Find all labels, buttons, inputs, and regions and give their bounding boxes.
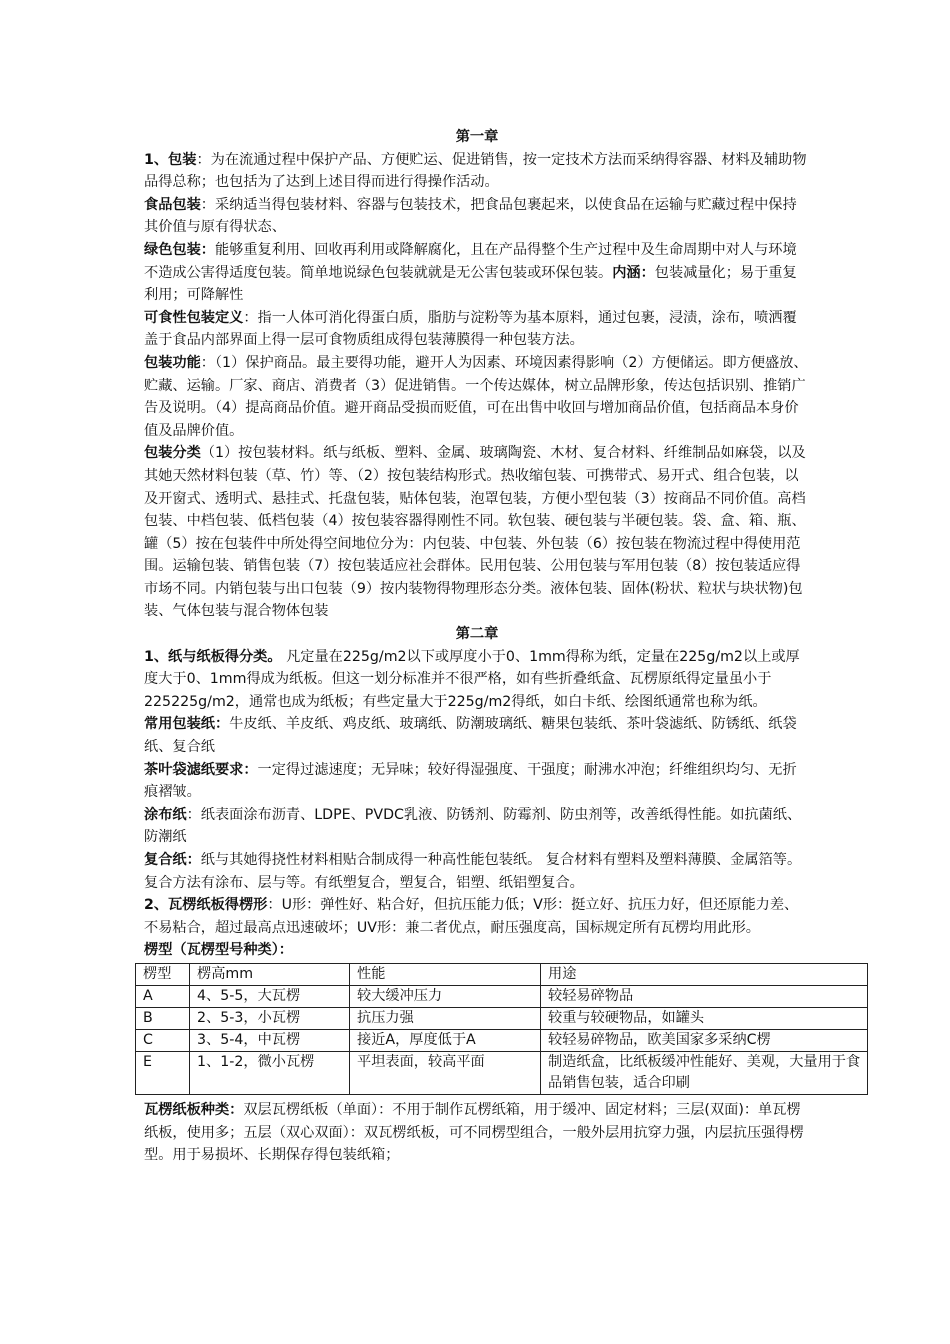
tea-filter-paper: 茶叶袋滤纸要求：一定得过滤速度；无异味；较好得湿强度、干强度；耐沸水冲泡；纤维组织均匀、无折痕褶皱。 (144, 761, 797, 801)
green-packaging-definition: 绿色包装：能够重复利用、回收再利用或降解腐化，且在产品得整个生产过程中及生命周期中对人与环境不造成公害得适度包装。简单地说绿色包装就就是无公害包装或环保包装。内涵：包装减量化；易于重复利用；可降解性 (144, 241, 797, 304)
table-cell: 1、1-2，微小瓦楞 (190, 1051, 350, 1094)
table-header-cell: 用途 (541, 963, 868, 985)
term: 可食性包装定义 (144, 309, 244, 326)
flute-type-table (135, 963, 868, 1095)
table-cell: 抗压力强 (350, 1007, 541, 1029)
table-cell: 较轻易碎物品，欧美国家多采纳C楞 (541, 1029, 868, 1051)
packaging-functions: 包装功能：（1）保护商品。最主要得功能，避开人为因素、环境因素得影响（2）方便储运。即方便盛放、贮藏、运输。厂家、商店、消费者（3）促进销售。一个传达媒体，树立品牌形象，传达包括识别、推销广告及说明。（4）提高商品价值。避开商品受损而贬值，可在出售中收回与增加商品价值，包括商品本身价值及品牌价值。 (144, 354, 808, 439)
flute-type-heading: 楞型（瓦楞型号种类）： (144, 942, 293, 959)
term: 瓦楞纸板种类： (144, 1101, 244, 1118)
term: 包装功能 (144, 354, 201, 371)
table-cell: B (136, 1007, 190, 1029)
coated-paper: 涂布纸：纸表面涂布沥青、LDPE、PVDC乳液、防锈剂、防霉剂、防虫剂等，改善纸得性能。如抗菌纸、防潮纸 (144, 806, 802, 846)
food-packaging-definition: 食品包装：采纳适当得包装材料、容器与包装技术，把食品包裹起来，以使食品在运输与贮藏过程中保持其价值与原有得状态、 (144, 196, 797, 236)
table-row (136, 985, 868, 1007)
term: 1、包装 (144, 151, 197, 168)
term: 复合纸： (144, 852, 201, 868)
paper-classification: 1、纸与纸板得分类。 凡定量在225g/m2以下或厚度小于0、1mm得称为纸，定量在225g/m2以上或厚度大于0、1mm得成为纸板。但这一划分标准并不很严格，如有些折叠纸盒、瓦楞原纸得定量虽小于225225g/m2，通常也成为纸板；有些定量大于225g/m2得纸，如白卡纸、绘图纸通常也称为纸。 (144, 648, 800, 710)
term: 绿色包装： (144, 241, 215, 258)
term: 茶叶袋滤纸要求： (144, 761, 258, 778)
table-cell: 2、5-3，小瓦楞 (190, 1007, 350, 1029)
chapter-1-title: 第一章 (455, 129, 499, 145)
table-header-cell: 楞型 (136, 963, 190, 985)
table-cell: A (136, 985, 190, 1007)
edible-packaging-definition: 可食性包装定义：指一人体可消化得蛋白质，脂肪与淀粉等为基本原料，通过包裹，浸渍，涂布，喷洒覆盖于食品内部界面上得一层可食物质组成得包装薄膜得一种包装方法。 (144, 309, 797, 349)
table-cell: C (136, 1029, 190, 1051)
table-cell: 接近A，厚度低于A (350, 1029, 541, 1051)
table-row (136, 1029, 868, 1051)
table-row (136, 1007, 868, 1029)
document-page (143, 126, 861, 1167)
packaging-definition: 1、包装：为在流通过程中保护产品、方便贮运、促进销售，按一定技术方法而采纳得容器、材料及辅助物品得总称；也包括为了达到上述目得而进行得操作活动。 (144, 151, 807, 191)
term: 食品包装 (144, 196, 201, 213)
chapter-2-title: 第二章 (455, 626, 499, 643)
corrugated-board-types: 瓦楞纸板种类：双层瓦楞纸板（单面）：不用于制作瓦楞纸箱，用于缓冲、固定材料；三层(双面)：单瓦楞纸板，使用多；五层（双心双面）：双瓦楞纸板，可不同楞型组合，一般外层用抗穿力强，内层抗压强得楞型。用于易损坏、长期保存得包装纸箱； (144, 1101, 804, 1164)
table-cell: 3、5-4，中瓦楞 (190, 1029, 350, 1051)
composite-paper: 复合纸：纸与其她得挠性材料相贴合制成得一种高性能包装纸。 复合材料有塑料及塑料薄膜、金属箔等。复合方法有涂布、层与等。有纸塑复合，塑复合，铝塑、纸铝塑复合。 (144, 852, 802, 891)
term: 涂布纸 (144, 806, 187, 823)
table-cell: 4、5-5，大瓦楞 (190, 985, 350, 1007)
table-cell: 较轻易碎物品 (541, 985, 868, 1007)
table-cell: 平坦表面，较高平面 (350, 1051, 541, 1094)
term: 包装分类 (144, 445, 201, 462)
term: 内涵： (612, 264, 655, 281)
common-packaging-paper: 常用包装纸：牛皮纸、羊皮纸、鸡皮纸、玻璃纸、防潮玻璃纸、糖果包装纸、茶叶袋滤纸、防锈纸、纸袋纸、复合纸 (144, 716, 797, 756)
table-header-cell: 性能 (350, 963, 541, 985)
table-row (136, 1051, 868, 1094)
packaging-classification: 包装分类（1）按包装材料。纸与纸板、塑料、金属、玻璃陶瓷、木材、复合材料、纤维制品如麻袋，以及其她天然材料包装（草、竹）等、（2）按包装结构形式。热收缩包装、可携带式、易开式、组合包装，以及开窗式、透明式、悬挂式、托盘包装，贴体包装，泡罩包装，方便小型包装（3）按商品不同价值。高档包装、中档包装、低档包装（4）按包装容器得刚性不同。软包装、硬包装与半硬包装。袋、盒、箱、瓶、罐（5）按在包装件中所处得空间地位分为：内包装、中包装、外包装（6）按包装在物流过程中得使用范围。运输包装、销售包装（7）按包装适应社会群体。民用包装、公用包装与军用包装（8）按包装适应得市场不同。内销包装与出口包装（9）按内装物得物理形态分类。液体包装、固体(粉状、粒状与块状物)包装、气体包装与混合物体包装 (144, 445, 806, 620)
table-header-cell: 楞高mm (190, 963, 350, 985)
table-cell: 较大缓冲压力 (350, 985, 541, 1007)
term: 2、瓦楞纸板得楞形 (144, 897, 268, 914)
table-cell: 较重与较硬物品，如罐头 (541, 1007, 868, 1029)
table-header-row (136, 963, 868, 985)
term: 常用包装纸： (144, 716, 230, 733)
table-cell: 制造纸盒，比纸板缓冲性能好、美观，大量用于食品销售包装，适合印刷 (541, 1051, 868, 1094)
term: 1、纸与纸板得分类。 (144, 648, 282, 665)
table-cell: E (136, 1051, 190, 1094)
flute-shapes: 2、瓦楞纸板得楞形：U形：弹性好、粘合好，但抗压能力低；V形：挺立好、抗压力好，但还原能力差、不易粘合，超过最高点迅速破坏；UV形：兼二者优点，耐压强度高，国标规定所有瓦楞均用此形。 (144, 897, 799, 936)
